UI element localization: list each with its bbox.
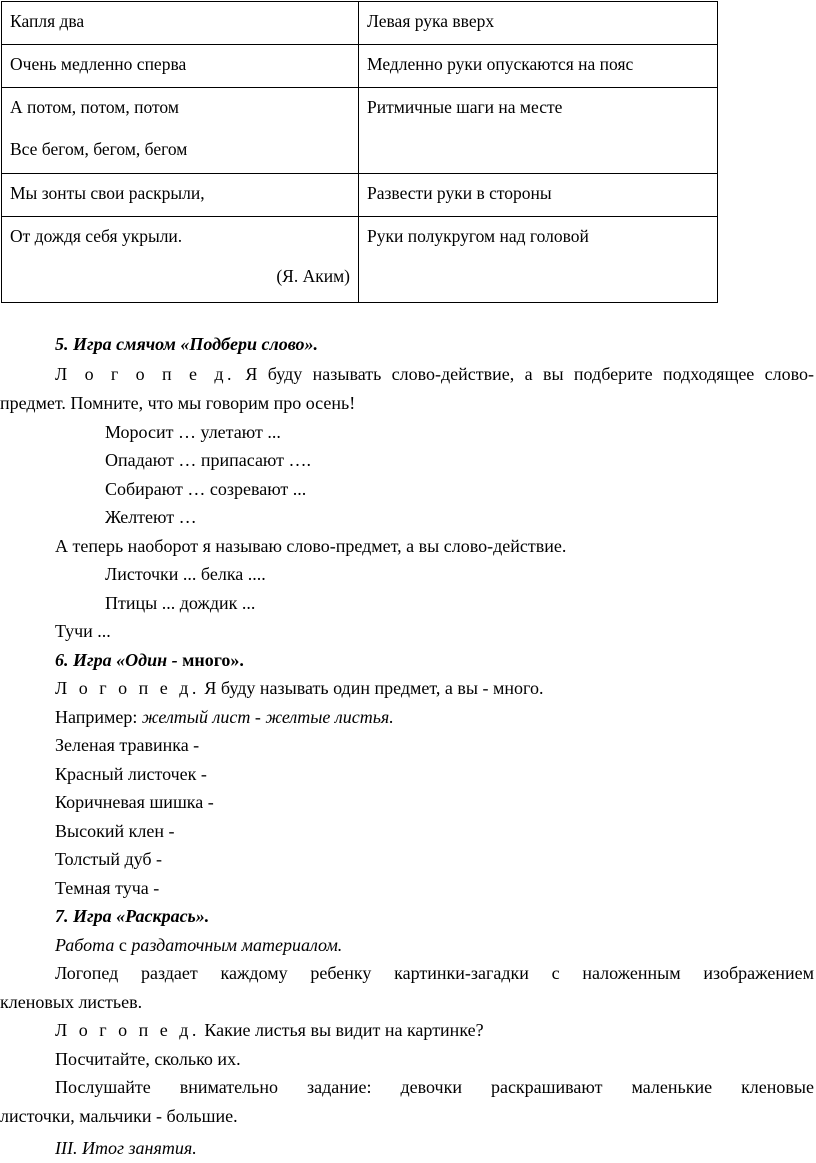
game6-intro [55, 677, 543, 699]
game5-intro-line-2: предмет. Помните, что мы говорим про осень! [0, 393, 356, 413]
example-singular: желтый лист [141, 707, 251, 727]
movement-text: Левая рука вверх [367, 11, 495, 31]
game6-example [55, 706, 394, 728]
game5-item: Желтеют … [105, 507, 197, 527]
table-row [2, 88, 718, 174]
game5-item: Моросит … улетают ... [105, 422, 281, 442]
rhyme-line: Все бегом, бегом, бегом [10, 139, 188, 159]
game6-item: Красный листочек - [55, 764, 207, 784]
game7-heading: 7. Игра «Раскрась». [55, 906, 210, 926]
game7-count: Посчитайте, сколько их. [55, 1049, 241, 1069]
table-cell-movement [359, 174, 718, 217]
game6-intro-text: Я буду называть один предмет, а вы - много. [204, 678, 544, 698]
game5-heading: 5. Игра смячом «Подбери слово». [55, 334, 319, 354]
table-cell-rhyme [2, 2, 359, 45]
game7-work [55, 934, 342, 956]
table-row [2, 45, 718, 88]
game5-item: Птицы ... дождик ... [105, 593, 256, 613]
game6-item: Толстый дуб - [55, 849, 163, 869]
summary-heading: III. Итог занятия. [55, 1138, 197, 1158]
rhyme-author: (Я. Аким) [276, 266, 350, 286]
game7-para2-line-2: листочки, мальчики - большие. [0, 1106, 238, 1126]
rhyme-line: А потом, потом, потом [10, 97, 179, 117]
game6-heading [55, 649, 244, 671]
work-label: Работа [55, 935, 115, 955]
movement-text: Медленно руки опускаются на пояс [367, 54, 634, 74]
table-row [2, 2, 718, 45]
work-preposition: с [118, 935, 127, 955]
table-row [2, 174, 718, 217]
game7-question-text: Какие листья вы видит на картинке? [204, 1020, 484, 1040]
table-row [2, 217, 718, 303]
example-label: Например: [55, 707, 138, 727]
game7-para2-line-1: Послушайте внимательно задание: девочки раскрашивают маленькие кленовые [55, 1077, 814, 1097]
speaker-label: Л о г о п е д. [55, 364, 236, 384]
game5-intro-text: Я буду называть слово-действие, а вы подберите подходящее слово- [245, 364, 814, 384]
rhyme-movements-table [1, 1, 718, 303]
game6-heading-part: много». [182, 650, 244, 670]
rhyme-line: Капля два [10, 11, 85, 31]
table-cell-rhyme [2, 174, 359, 217]
table-cell-movement [359, 45, 718, 88]
game6-item: Коричневая шишка - [55, 792, 214, 812]
game5-item: Опадают … припасают …. [105, 450, 312, 470]
game5-item: Собирают … созревают ... [105, 479, 307, 499]
game5-last: Тучи ... [55, 621, 111, 641]
table-cell-rhyme [2, 88, 359, 174]
speaker-label: Л о г о п е д. [55, 1020, 200, 1040]
game5-item: Листочки ... белка .... [105, 564, 266, 584]
rhyme-line: Очень медленно сперва [10, 54, 187, 74]
example-plural: желтые листья. [265, 707, 394, 727]
game6-item: Темная туча - [55, 878, 160, 898]
table-cell-rhyme [2, 45, 359, 88]
game6-item: Высокий клен - [55, 821, 175, 841]
game6-item: Зеленая травинка - [55, 735, 200, 755]
game7-para1-line-2: кленовых листьев. [0, 992, 143, 1012]
rhyme-line: От дождя себя укрыли. [10, 226, 183, 246]
movement-text: Руки полукругом над головой [367, 226, 589, 246]
speaker-label: Л о г о п е д. [55, 678, 200, 698]
movement-text: Ритмичные шаги на месте [367, 97, 563, 117]
table-cell-rhyme [2, 217, 359, 303]
table-cell-movement [359, 217, 718, 303]
game5-intro-line-1 [0, 363, 814, 385]
work-material: раздаточным материалом. [131, 935, 343, 955]
game6-heading-part: 6. Игра «Один - [55, 650, 183, 670]
rhyme-line: Мы зонты свои раскрыли, [10, 183, 205, 203]
table-cell-movement [359, 2, 718, 45]
game7-question [55, 1019, 484, 1041]
game5-reverse: А теперь наоборот я называю слово-предмет, а вы слово-действие. [55, 536, 567, 556]
example-dash: - [254, 707, 261, 727]
table-cell-movement [359, 88, 718, 174]
game7-para1-line-1: Логопед раздает каждому ребенку картинки-загадки с наложенным изображением [55, 963, 814, 983]
movement-text: Развести руки в стороны [367, 183, 552, 203]
